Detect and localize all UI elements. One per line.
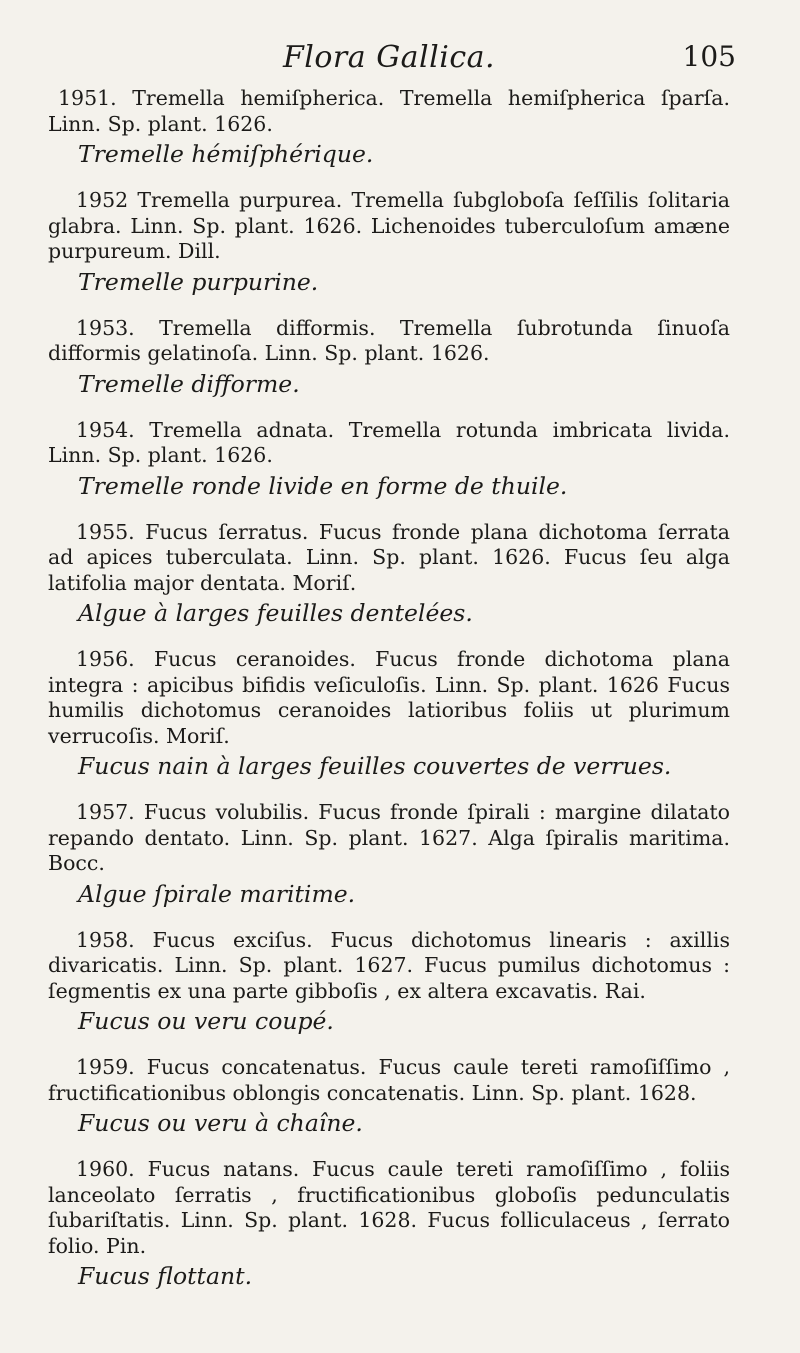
running-title: Flora Gallica. [282, 40, 496, 75]
entry-1951 [48, 86, 730, 169]
entry-1955 [48, 520, 730, 629]
entry-french-name: Fucus ou veru à chaîne. [78, 1109, 363, 1137]
entry-latin-text: 1956. Fucus ceranoides. Fucus fronde dichotoma plana integra : apicibus bifidis veſiculoſis. Linn. Sp. plant. 1626 Fucus humilis dichotomus ceranoides latioribus foliis ut plurimum verrucoſis. Moriſ. [48, 647, 730, 748]
entry-latin-text: 1952 Tremella purpurea. Tremella ſubgloboſa ſeſſilis ſolitaria glabra. Linn. Sp. plant. 1626. Lichenoides tuberculoſum amæne purpureum. Dill. [48, 188, 730, 263]
entry-1957 [48, 800, 730, 909]
entry-french-name: Tremelle ronde livide en forme de thuile. [78, 471, 568, 500]
entry-1954 [48, 418, 730, 501]
entry-french-name: Tremelle hémiſphérique. [78, 140, 374, 168]
entry-1960 [48, 1157, 730, 1291]
entry-french-name: Algue ſpirale maritime. [78, 879, 356, 908]
page-header [48, 40, 736, 86]
entry-latin-text: 1960. Fucus natans. Fucus caule tereti ramoſiſſimo , foliis lanceolato ſerratis , fructificationibus globoſis pedunculatis ſubariſtatis. Linn. Sp. plant. 1628. Fucus folliculaceus , ſerrato folio. Pin. [48, 1157, 730, 1258]
entry-latin-text: 1953. Tremella difformis. Tremella ſubrotunda ſinuoſa difformis gelatinoſa. Linn. Sp. plant. 1626. [48, 315, 730, 365]
entry-french-name: Tremelle difforme. [78, 369, 300, 398]
entry-french-name: Algue à larges feuilles dentelées. [78, 599, 473, 627]
entry-french-name: Tremelle purpurine. [78, 267, 319, 296]
entry-1958 [48, 928, 730, 1037]
entry-latin-text: 1957. Fucus volubilis. Fucus fronde ſpirali : margine dilatato repando dentato. Linn. Sp. plant. 1627. Alga ſpiralis maritima. Bocc. [48, 800, 730, 875]
entry-french-name: Fucus ou veru coupé. [78, 1007, 334, 1035]
entry-1959 [48, 1055, 730, 1138]
entry-latin-text: 1958. Fucus exciſus. Fucus dichotomus linearis : axillis divaricatis. Linn. Sp. plant. 1627. Fucus pumilus dichotomus : ſegmentis ex una parte gibboſis , ex altera excavatis. Rai. [48, 927, 730, 1003]
entry-latin-text: 1954. Tremella adnata. Tremella rotunda imbricata livida. Linn. Sp. plant. 1626. [48, 417, 730, 467]
entry-1952 [48, 188, 730, 297]
entry-latin-text: 1955. Fucus ſerratus. Fucus fronde plana dichotoma ſerrata ad apices tuberculata. Linn. Sp. plant. 1626. Fucus ſeu alga latifolia major dentata. Moriſ. [48, 519, 730, 595]
entry-list [48, 86, 730, 1291]
entry-french-name: Fucus nain à larges feuilles couvertes de verrues. [78, 752, 672, 780]
entry-french-name: Fucus flottant. [78, 1262, 253, 1290]
entry-1953 [48, 316, 730, 399]
entry-1956 [48, 647, 730, 781]
entry-latin-text: 1959. Fucus concatenatus. Fucus caule tereti ramoſiſſimo , fructificationibus oblongis concatenatis. Linn. Sp. plant. 1628. [48, 1055, 730, 1105]
entry-latin-text: 1951. Tremella hemiſpherica. Tremella hemiſpherica ſparſa. Linn. Sp. plant. 1626. [48, 86, 730, 136]
page-number: 105 [682, 40, 736, 73]
